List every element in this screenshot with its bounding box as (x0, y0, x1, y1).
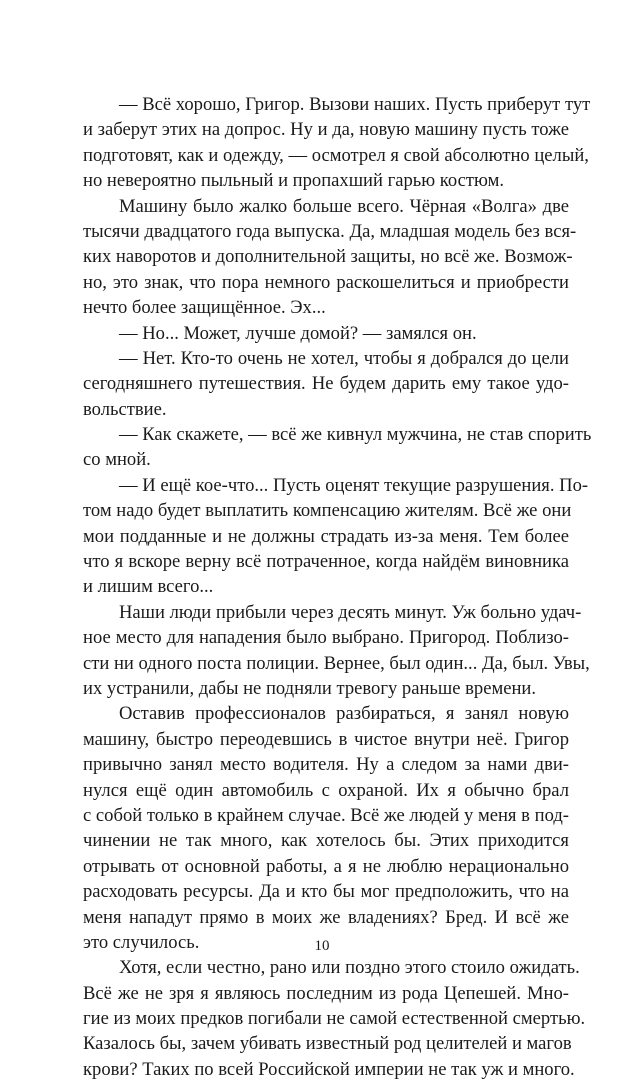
paragraph (83, 955, 586, 1082)
body-text (83, 92, 592, 1082)
paragraph (83, 346, 569, 422)
text-line: меня нападут прямо в моих же владениях? Бред. И всё же (83, 906, 569, 928)
text-line: — Как скажете, — всё же кивнул мужчина, не став спорить (119, 424, 592, 446)
text-line: Казалось бы, зачем убивать известный род целителей и магов (83, 1033, 572, 1055)
text-line: вольствие. (83, 398, 167, 420)
paragraph (83, 92, 591, 194)
text-line: привычно занял место водителя. Ну а следом за нами дви- (83, 754, 569, 776)
text-line: и лишим всего... (83, 576, 214, 598)
text-line: сти ни одного поста полиции. Вернее, был один... Да, был. Увы, (83, 652, 590, 674)
text-line: нечто более защищённое. Эх... (83, 297, 326, 319)
text-line: их устранили, дабы не подняли тревогу раньше времени. (83, 677, 537, 699)
text-line: подготовят, как и одежду, — осмотрел я свой абсолютно целый, (83, 144, 589, 166)
text-line: и заберут этих на допрос. Ну и да, новую машину пусть тоже (83, 119, 569, 141)
text-line: машину, быстро переодевшись в чистое внутри неё. Григор (83, 728, 569, 750)
text-line: Наши люди прибыли через десять минут. Уж больно удач- (119, 601, 582, 623)
text-line: — И ещё кое-что... Пусть оценят текущие разрушения. По- (119, 474, 589, 496)
page-number: 10 (314, 938, 330, 954)
text-line: но, это знак, что пора немного раскошелиться и приобрести (83, 271, 569, 293)
text-line: это случилось. (83, 931, 200, 953)
text-line: нулся ещё один автомобиль с охраной. Их я обычно брал (83, 779, 569, 801)
text-line: ких наворотов и дополнительной защиты, но всё же. Возмож- (83, 246, 573, 268)
text-line: что я вскоре верну всё потраченное, когда найдём виновника (83, 551, 569, 573)
text-line: чинении не так много, как хотелось бы. Этих приходится (83, 830, 569, 852)
text-line: Хотя, если честно, рано или поздно этого стоило ожидать. (119, 957, 580, 979)
paragraph (83, 321, 569, 346)
paragraph (83, 422, 592, 473)
text-line: мои подданные и не должны страдать из-за меня. Тем более (83, 525, 569, 547)
text-line: гие из моих предков погибали не самой естественной смертью. (83, 1008, 586, 1030)
text-line: расходовать ресурсы. Да и кто бы мог предположить, что на (83, 881, 569, 903)
text-line: но невероятно пыльный и пропахший гарью костюм. (83, 170, 505, 192)
text-line: крови? Таких по всей Российской империи не так уж и много. (83, 1058, 575, 1080)
text-line: сегодняшнего путешествия. Не будем дарить ему такое удо- (83, 373, 569, 395)
text-line: том надо будет выплатить компенсацию жителям. Всё же они (83, 500, 572, 522)
text-line: — Но... Может, лучше домой? — замялся он. (119, 322, 477, 344)
text-line: со мной. (83, 449, 151, 471)
paragraph (83, 701, 569, 955)
text-line: Машину было жалко больше всего. Чёрная «Волга» две (119, 195, 569, 217)
paragraph (83, 600, 590, 702)
text-line: — Нет. Кто-то очень не хотел, чтобы я добрался до цели (119, 347, 569, 369)
paragraph (83, 473, 589, 600)
text-line: Всё же не зря я являюсь последним из рода Цепешей. Мно- (83, 982, 569, 1004)
paragraph (83, 194, 577, 321)
text-line: ное место для нападения было выбрано. Пригород. Поблизо- (83, 627, 569, 649)
text-line: тысячи двадцатого года выпуска. Да, младшая модель без вся- (83, 220, 577, 242)
text-line: — Всё хорошо, Григор. Вызови наших. Пусть приберут тут (119, 94, 591, 115)
text-line: Оставив профессионалов разбираться, я занял новую (119, 703, 569, 725)
text-line: отрывать от основной работы, а я не люблю нерационально (83, 855, 569, 877)
text-line: с собой только в крайнем случае. Всё же людей у меня в под- (83, 804, 569, 826)
